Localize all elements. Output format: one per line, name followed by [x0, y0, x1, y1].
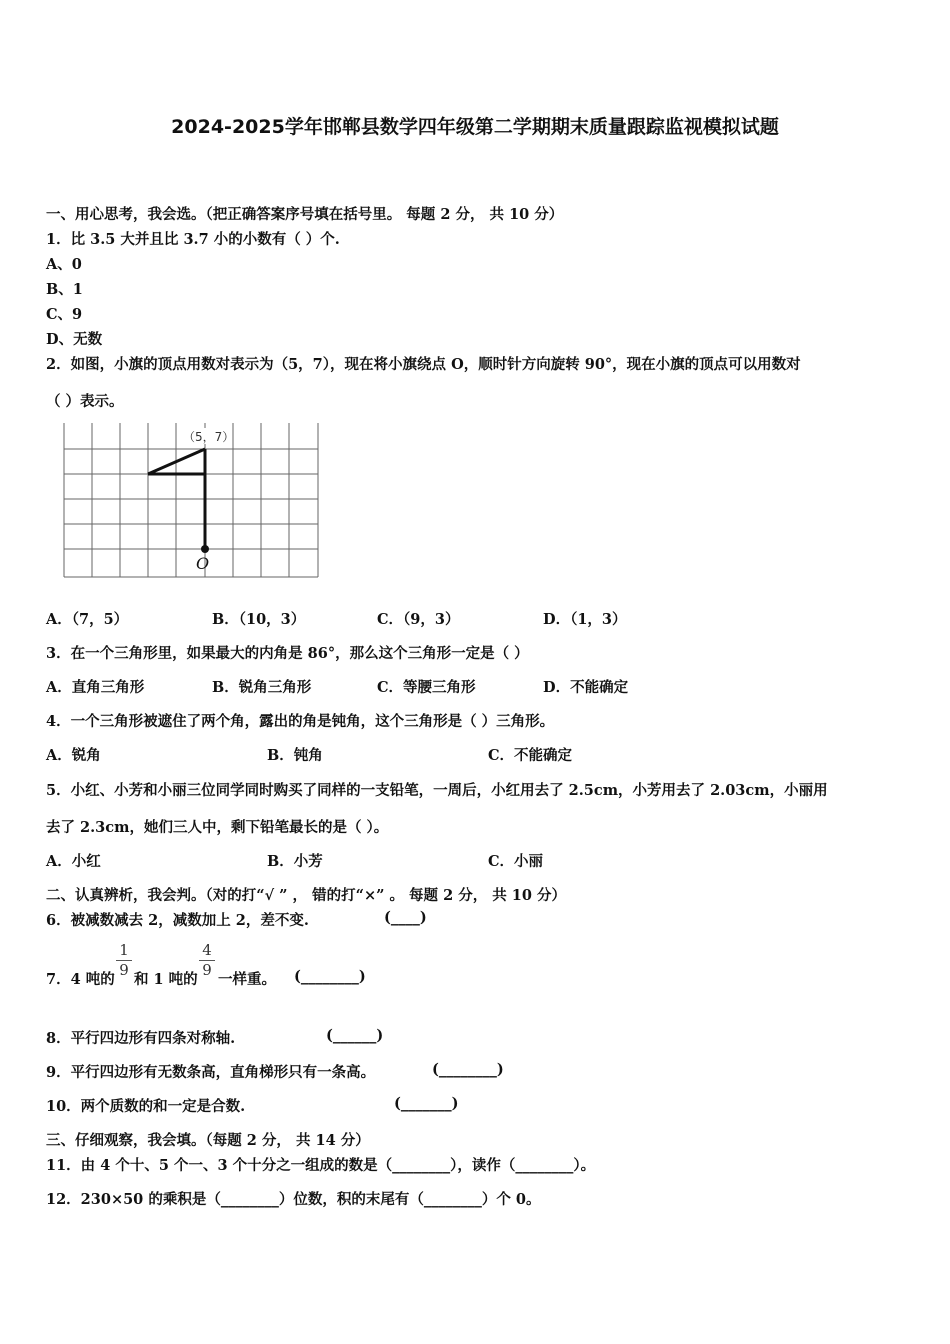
q7-answer-blank: (________): [294, 968, 366, 985]
q5-stem-line1: 5．小红、小芳和小丽三位同学同时购买了同样的一支铅笔，一周后，小红用去了 2.5cm，小芳用去了 2.03cm，小丽用: [46, 782, 828, 799]
q9-answer-blank: (________): [432, 1061, 504, 1078]
q6-stem: 6．被减数减去 2，减数加上 2，差不变.: [46, 912, 309, 929]
q5-stem-line2: 去了 2.3cm，她们三人中，剩下铅笔最长的是（ ）。: [46, 819, 389, 836]
q5-option-b: B．小芳: [267, 853, 323, 870]
page-title: 2024-2025学年邯郸县数学四年级第二学期期末质量跟踪监视模拟试题: [171, 116, 779, 138]
q4-option-b: B．钝角: [267, 747, 323, 764]
q1-option-a: A、0: [46, 256, 82, 273]
q10-stem: 10．两个质数的和一定是合数.: [46, 1098, 246, 1115]
q7-part2: 和 1 吨的: [134, 971, 198, 988]
q9-stem: 9．平行四边形有无数条高，直角梯形只有一条高。: [46, 1064, 376, 1081]
section1-heading: 一、用心思考，我会选。（把正确答案序号填在括号里。 每题 2 分， 共 10 分）: [46, 206, 564, 223]
point-o: [201, 545, 209, 553]
q4-stem: 4．一个三角形被遮住了两个角，露出的角是钝角，这个三角形是（ ）三角形。: [46, 713, 555, 730]
q4-option-c: C．不能确定: [488, 747, 573, 764]
q1-option-d: D、无数: [46, 331, 103, 348]
q7-fraction-1-denominator: 9: [119, 961, 129, 979]
q7-part3: 一样重。: [218, 971, 276, 988]
q8-stem: 8．平行四边形有四条对称轴.: [46, 1030, 236, 1047]
q5-option-c: C．小丽: [488, 853, 544, 870]
q7-fraction-1: [116, 942, 132, 978]
q2-stem-line2: （ ）表示。: [46, 393, 124, 410]
q8-answer-blank: (______): [326, 1027, 384, 1044]
q4-option-a: A．锐角: [46, 747, 101, 764]
grid-lines: [64, 423, 318, 577]
q3-option-a: A．直角三角形: [46, 679, 145, 696]
q2-option-b: B．（10，3）: [212, 611, 306, 628]
vertex-label: （5，7）: [183, 430, 235, 444]
q11-stem: 11．由 4 个十、5 个一、3 个十分之一组成的数是（________），读作（________）。: [46, 1157, 596, 1174]
q3-option-b: B．锐角三角形: [212, 679, 312, 696]
q3-option-c: C．等腰三角形: [377, 679, 476, 696]
q1-stem: 1．比 3.5 大并且比 3.7 小的小数有（ ）个.: [46, 231, 340, 248]
q6-answer-blank: (____): [384, 909, 427, 926]
q3-stem: 3．在一个三角形里，如果最大的内角是 86°，那么这个三角形一定是（ ）: [46, 645, 529, 662]
section2-heading: 二、认真辨析，我会判。（对的打“√ ” ， 错的打“×” 。 每题 2 分， 共 10 分）: [46, 887, 567, 904]
q12-stem: 12．230×50 的乘积是（________）位数，积的末尾有（________）个 0。: [46, 1191, 541, 1208]
q10-answer-blank: (_______): [394, 1095, 459, 1112]
origin-label: O: [196, 554, 210, 573]
section3-heading: 三、仔细观察，我会填。（每题 2 分， 共 14 分）: [46, 1132, 370, 1149]
q2-option-a: A．（7，5）: [46, 611, 129, 628]
q2-stem-line1: 2．如图，小旗的顶点用数对表示为（5，7），现在将小旗绕点 O，顺时针方向旋转 90°，现在小旗的顶点可以用数对: [46, 356, 801, 373]
q7-fraction-2-numerator: 4: [202, 941, 212, 959]
q1-option-b: B、1: [46, 281, 83, 298]
q7-fraction-2-denominator: 9: [202, 961, 212, 979]
q7-fraction-1-numerator: 1: [119, 941, 129, 959]
q2-option-d: D．（1，3）: [543, 611, 627, 628]
q1-option-c: C、9: [46, 306, 83, 323]
flag-grid-figure: [62, 423, 324, 583]
q7-part1: 7．4 吨的: [46, 971, 115, 988]
q5-option-a: A．小红: [46, 853, 101, 870]
q3-option-d: D．不能确定: [543, 679, 629, 696]
q2-option-c: C．（9，3）: [377, 611, 460, 628]
q7-fraction-2: [199, 942, 215, 978]
